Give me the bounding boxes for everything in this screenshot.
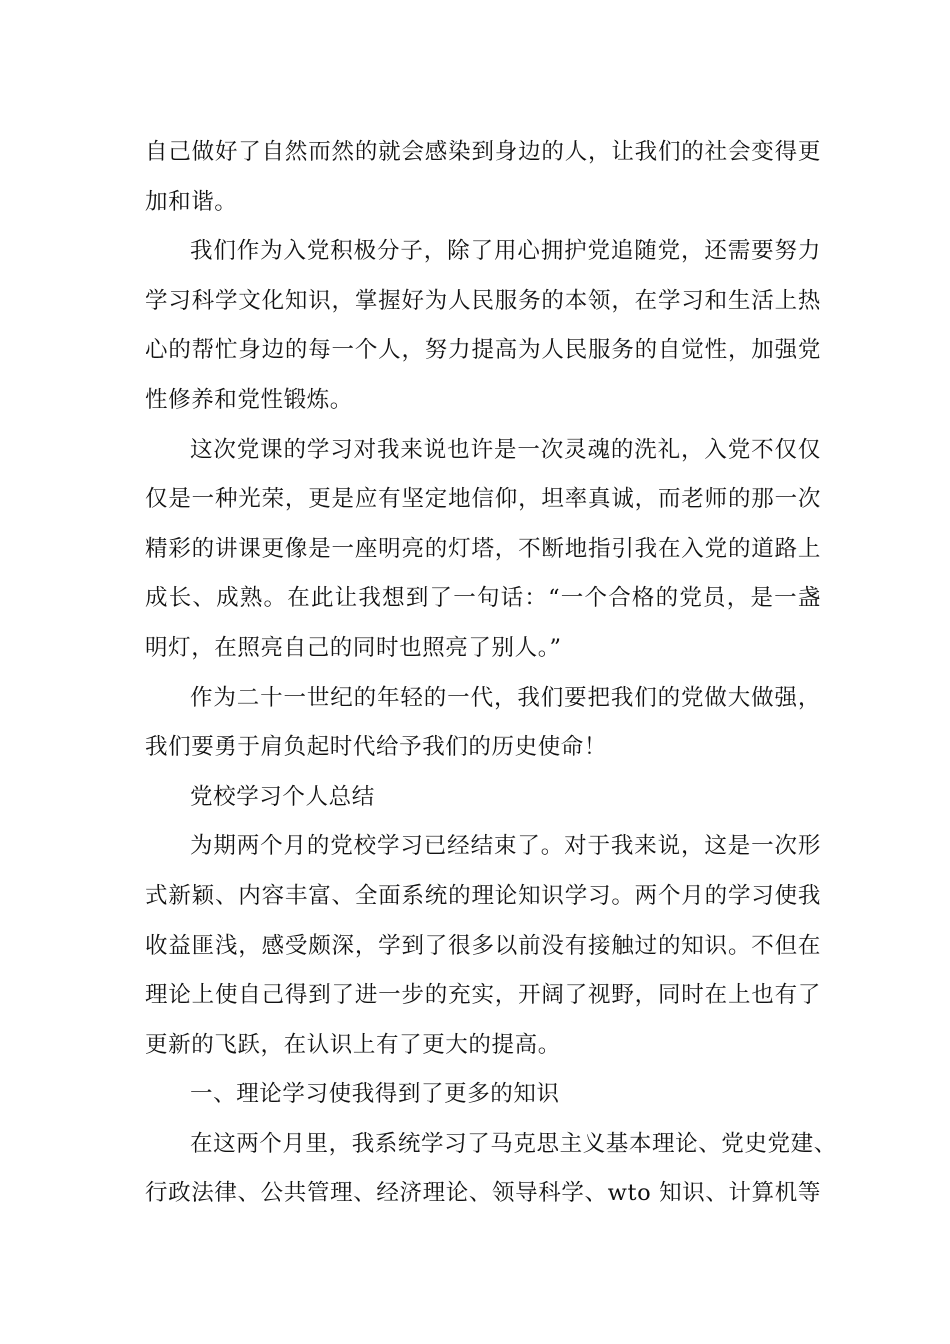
text-line: 我们要勇于肩负起时代给予我们的历史使命！ <box>145 734 608 761</box>
paragraph <box>145 1120 837 1219</box>
paragraph <box>145 1070 821 1120</box>
text-line: 学习科学文化知识，掌握好为人民服务的本领，在学习和生活上热 <box>145 287 821 314</box>
paragraph <box>145 227 821 425</box>
text-line: 一、理论学习使我得到了更多的知识 <box>190 1081 560 1108</box>
paragraph <box>145 426 821 674</box>
text-line: 党校学习个人总结 <box>190 783 375 810</box>
text-line: 心的帮忙身边的每一个人，努力提高为人民服务的自觉性，加强党 <box>145 337 821 364</box>
text-line: 作为二十一世纪的年轻的一代，我们要把我们的党做大做强， <box>190 684 821 711</box>
text-line: 自己做好了自然而然的就会感染到身边的人，让我们的社会变得更 <box>145 139 821 165</box>
text-line: 式新颖、内容丰富、全面系统的理论知识学习。两个月的学习使我 <box>145 882 821 909</box>
text-line: 仅是一种光荣，更是应有坚定地信仰，坦率真诚，而老师的那一次 <box>145 486 821 513</box>
text-line: 这次党课的学习对我来说也许是一次灵魂的洗礼，入党不仅仅 <box>190 436 821 463</box>
text-line: 性修养和党性锻炼。 <box>145 386 353 413</box>
text-line: 我们作为入党积极分子，除了用心拥护党追随党，还需要努力 <box>190 238 821 265</box>
text-line: 在这两个月里，我系统学习了马克思主义基本理论、党史党建、 <box>190 1130 837 1157</box>
paragraph <box>145 128 821 227</box>
text-line: 成长、成熟。在此让我想到了一句话：“一个合格的党员，是一盏 <box>145 585 821 612</box>
text-line: 加和谐。 <box>145 188 238 215</box>
paragraph <box>145 674 821 773</box>
text-line: 理论上使自己得到了进一步的充实，开阔了视野，同时在上也有了 <box>145 982 821 1009</box>
text-line: 行政法律、公共管理、经济理论、领导科学、wto 知识、计算机等 <box>145 1180 821 1207</box>
paragraph <box>145 822 821 1070</box>
document-body <box>145 128 837 1219</box>
text-line: 更新的飞跃，在认识上有了更大的提高。 <box>145 1031 561 1058</box>
text-line: 收益匪浅，感受颇深，学到了很多以前没有接触过的知识。不但在 <box>145 932 821 959</box>
text-line: 明灯，在照亮自己的同时也照亮了别人。” <box>145 634 562 661</box>
text-line: 精彩的讲课更像是一座明亮的灯塔，不断地指引我在入党的道路上 <box>145 535 821 562</box>
paragraph <box>145 773 821 823</box>
text-line: 为期两个月的党校学习已经结束了。对于我来说，这是一次形 <box>190 833 821 860</box>
